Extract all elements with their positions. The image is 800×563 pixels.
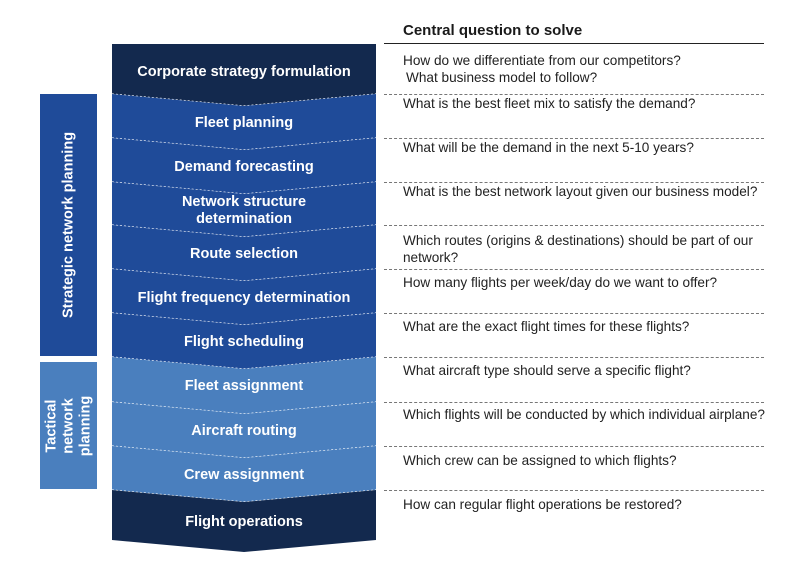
header-underline (384, 43, 764, 44)
stage-label-line: Corporate strategy formulation (137, 63, 351, 80)
stage-label (112, 194, 376, 228)
stage-label (112, 290, 376, 307)
stage-label-line: Fleet assignment (184, 378, 304, 394)
question-line: How do we differentiate from our competitors? (403, 53, 681, 68)
stage-question (403, 496, 773, 513)
question-line: What is the best network layout given our business model? (403, 184, 758, 199)
question-separator (384, 490, 764, 491)
stage-label (112, 334, 376, 351)
stage-question (403, 362, 773, 379)
question-line: What will be the demand in the next 5-10 years? (403, 140, 694, 155)
stage-question (403, 232, 773, 266)
stage-label (112, 159, 376, 176)
stage-label-line: determination (196, 210, 292, 227)
questions-column-header: Central question to solve (403, 22, 583, 39)
question-line: How many flights per week/day do we want to offer? (403, 275, 718, 290)
stage-label-line: Flight frequency determination (137, 289, 351, 306)
tactical-label-line: planning (77, 395, 93, 456)
strategic-network-planning-label (40, 94, 97, 356)
stage-question (403, 139, 773, 156)
question-separator (384, 269, 764, 270)
stage-question (403, 318, 773, 335)
question-line: What are the exact flight times for these flights? (403, 319, 690, 334)
tactical-label-line: network (60, 397, 76, 454)
stage-label-line: Network structure (181, 193, 307, 210)
question-line: What aircraft type should serve a specific flight? (403, 363, 691, 378)
question-line: Which routes (origins & destinations) should be part of our network? (403, 233, 753, 265)
question-line: Which flights will be conducted by which individual airplane? (403, 407, 765, 422)
tactical-label-text (43, 395, 94, 455)
question-separator (384, 313, 764, 314)
stage-label (112, 246, 376, 263)
question-separator (384, 402, 764, 403)
stage-question (403, 95, 773, 112)
question-separator (384, 225, 764, 226)
stage-label-line: Crew assignment (183, 466, 305, 483)
tactical-label-line: Tactical (43, 399, 59, 452)
tactical-network-planning-label (40, 362, 97, 489)
stage-label-line: Flight scheduling (183, 333, 305, 350)
stage-label (112, 115, 376, 132)
stage-label (112, 64, 376, 81)
stage-label-line: Route selection (190, 245, 298, 262)
stage-label (112, 467, 376, 484)
stage-label (112, 378, 376, 395)
question-separator (384, 446, 764, 447)
stage-label (112, 423, 376, 440)
stage-question (403, 274, 773, 291)
stage-label-line: Demand forecasting (174, 158, 314, 175)
stage-label-line: Fleet planning (194, 114, 294, 131)
strategic-label-text: Strategic network planning (60, 131, 76, 319)
question-line: What is the best fleet mix to satisfy the demand? (403, 96, 696, 111)
question-line: What business model to follow? (406, 70, 598, 85)
stage-question (403, 183, 773, 200)
stage-question (403, 452, 773, 469)
stage-label (112, 514, 376, 531)
question-line: Which crew can be assigned to which flights? (403, 453, 677, 468)
question-line: How can regular flight operations be restored? (403, 497, 682, 512)
stage-label-line: Aircraft routing (191, 422, 297, 439)
stage-question (403, 406, 773, 423)
stage-question (403, 52, 773, 86)
question-separator (384, 357, 764, 358)
stage-label-line: Flight operations (185, 513, 303, 530)
